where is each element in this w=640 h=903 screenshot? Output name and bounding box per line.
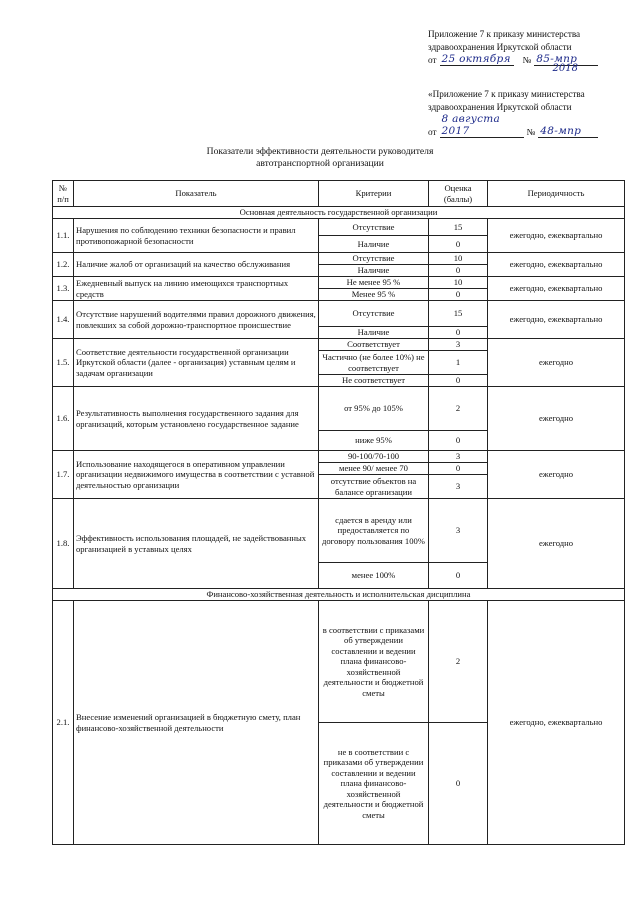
row-criterion: Соответствует bbox=[319, 339, 429, 351]
row-indicator: Ежедневный выпуск на линию имеющихся транспортных средств bbox=[74, 277, 319, 301]
prev-header-from-prefix: от bbox=[428, 126, 437, 137]
prev-header-line-2: здравоохранения Иркутской области bbox=[428, 101, 572, 112]
row-criterion: менее 100% bbox=[319, 563, 429, 589]
row-periodicity: ежегодно bbox=[488, 339, 625, 387]
prev-header-number-handwritten: 48-мпр bbox=[538, 125, 598, 138]
row-criterion: Отсутствие bbox=[319, 253, 429, 265]
row-criterion: Частично (не более 10%) не соответствует bbox=[319, 351, 429, 375]
table-header-row bbox=[53, 181, 625, 207]
row-periodicity: ежегодно, ежеквартально bbox=[488, 253, 625, 277]
row-criterion: Отсутствие bbox=[319, 219, 429, 236]
prev-header-line-1: «Приложение 7 к приказу министерства bbox=[428, 89, 585, 99]
row-score: 2 bbox=[429, 601, 488, 723]
row-criterion: отсутствие объектов на балансе организации bbox=[319, 475, 429, 499]
row-score: 2 bbox=[429, 387, 488, 431]
row-num: 1.8. bbox=[53, 499, 74, 589]
table-row bbox=[53, 219, 625, 236]
prev-header-no-label: № bbox=[526, 126, 536, 137]
row-periodicity: ежегодно bbox=[488, 387, 625, 451]
row-criterion: не в соответствии с приказами об утверждении составлении и ведении плана финансово-хозяйственной деятельности и бюджетной сметы bbox=[319, 723, 429, 845]
row-criterion: Наличие bbox=[319, 327, 429, 339]
row-score: 15 bbox=[429, 301, 488, 327]
row-score: 0 bbox=[429, 327, 488, 339]
row-score: 0 bbox=[429, 431, 488, 451]
row-num: 1.7. bbox=[53, 451, 74, 499]
row-indicator: Внесение изменений организацией в бюджетную смету, план финансово-хозяйственной деятельности bbox=[74, 601, 319, 845]
row-score: 0 bbox=[429, 289, 488, 301]
row-periodicity: ежегодно, ежеквартально bbox=[488, 219, 625, 253]
row-indicator: Соответствие деятельности государственной организации Иркутской области (далее - организация) уставным целям и задачам организации bbox=[74, 339, 319, 387]
previous-order-header bbox=[428, 88, 628, 138]
prev-header-date-handwritten: 8 августа 2017 bbox=[440, 113, 524, 138]
row-indicator: Отсутствие нарушений водителями правил дорожного движения, повлекших за собой дорожно-транспортное происшествие bbox=[74, 301, 319, 339]
row-periodicity: ежегодно, ежеквартально bbox=[488, 601, 625, 845]
header-no-label: № bbox=[522, 54, 532, 65]
row-num: 1.5. bbox=[53, 339, 74, 387]
row-criterion: ниже 95% bbox=[319, 431, 429, 451]
row-num: 1.4. bbox=[53, 301, 74, 339]
header-line-1: Приложение 7 к приказу министерства bbox=[428, 29, 581, 39]
table-row bbox=[53, 387, 625, 431]
row-criterion: 90-100/70-100 bbox=[319, 451, 429, 463]
row-periodicity: ежегодно, ежеквартально bbox=[488, 277, 625, 301]
row-criterion: от 95% до 105% bbox=[319, 387, 429, 431]
section-2-title: Финансово-хозяйственная деятельность и исполнительская дисциплина bbox=[53, 589, 625, 601]
table-row bbox=[53, 301, 625, 327]
row-indicator: Наличие жалоб от организаций на качество обслуживания bbox=[74, 253, 319, 277]
header-criteria: Критерии bbox=[319, 181, 429, 207]
row-score: 10 bbox=[429, 253, 488, 265]
title-line-2: автотранспортной организации bbox=[256, 158, 384, 169]
row-criterion: Наличие bbox=[319, 265, 429, 277]
header-indicator: Показатель bbox=[74, 181, 319, 207]
row-criterion: сдается в аренду или предоставляется по договору пользования 100% bbox=[319, 499, 429, 563]
row-num: 2.1. bbox=[53, 601, 74, 845]
row-num: 1.3. bbox=[53, 277, 74, 301]
header-year-handwritten: 2018 bbox=[552, 63, 578, 74]
header-line-2: здравоохранения Иркутской области bbox=[428, 41, 572, 52]
header-num: № п/п bbox=[53, 181, 74, 207]
row-score: 15 bbox=[429, 219, 488, 236]
row-criterion: Не менее 95 % bbox=[319, 277, 429, 289]
indicators-table bbox=[52, 180, 625, 845]
row-score: 1 bbox=[429, 351, 488, 375]
row-periodicity: ежегодно bbox=[488, 451, 625, 499]
section-row bbox=[53, 589, 625, 601]
header-score: Оценка (баллы) bbox=[429, 181, 488, 207]
row-score: 3 bbox=[429, 475, 488, 499]
prev-header-date-line bbox=[428, 113, 628, 138]
row-num: 1.6. bbox=[53, 387, 74, 451]
row-score: 0 bbox=[429, 723, 488, 845]
row-score: 0 bbox=[429, 563, 488, 589]
row-indicator: Эффективность использования площадей, не задействованных организацией в уставных целях bbox=[74, 499, 319, 589]
row-score: 0 bbox=[429, 236, 488, 253]
table-row bbox=[53, 339, 625, 351]
order-header bbox=[428, 28, 628, 74]
row-indicator: Использование находящегося в оперативном управлении организации недвижимого имущества в соответствии с уставной деятельностью организации bbox=[74, 451, 319, 499]
row-score: 3 bbox=[429, 499, 488, 563]
row-criterion: Наличие bbox=[319, 236, 429, 253]
header-date-handwritten: 25 октября bbox=[440, 53, 514, 66]
table-row bbox=[53, 277, 625, 289]
document-title bbox=[0, 146, 640, 170]
section-row bbox=[53, 207, 625, 219]
row-periodicity: ежегодно bbox=[488, 499, 625, 589]
header-periodicity: Периодичность bbox=[488, 181, 625, 207]
row-indicator: Нарушения по соблюдению техники безопасности и правил противопожарной безопасности bbox=[74, 219, 319, 253]
row-criterion: менее 90/ менее 70 bbox=[319, 463, 429, 475]
row-criterion: Не соответствует bbox=[319, 375, 429, 387]
table-row bbox=[53, 253, 625, 265]
row-criterion: в соответствии с приказами об утверждении составлении и ведении плана финансово-хозяйственной деятельности и бюджетной сметы bbox=[319, 601, 429, 723]
title-line-1: Показатели эффективности деятельности руководителя bbox=[206, 146, 434, 157]
row-score: 0 bbox=[429, 265, 488, 277]
row-indicator: Результативность выполнения государственного задания для организаций, которым установлено государственное задание bbox=[74, 387, 319, 451]
section-1-title: Основная деятельность государственной организации bbox=[53, 207, 625, 219]
header-date-line bbox=[428, 53, 628, 66]
row-num: 1.2. bbox=[53, 253, 74, 277]
row-criterion: Отсутствие bbox=[319, 301, 429, 327]
table-row bbox=[53, 451, 625, 463]
row-score: 0 bbox=[429, 463, 488, 475]
table-row bbox=[53, 499, 625, 563]
row-periodicity: ежегодно, ежеквартально bbox=[488, 301, 625, 339]
row-score: 3 bbox=[429, 451, 488, 463]
table-row bbox=[53, 601, 625, 723]
row-score: 10 bbox=[429, 277, 488, 289]
row-score: 0 bbox=[429, 375, 488, 387]
row-score: 3 bbox=[429, 339, 488, 351]
header-number-handwritten: 85-мпр bbox=[534, 53, 598, 66]
header-from-prefix: от bbox=[428, 54, 437, 65]
row-num: 1.1. bbox=[53, 219, 74, 253]
row-criterion: Менее 95 % bbox=[319, 289, 429, 301]
